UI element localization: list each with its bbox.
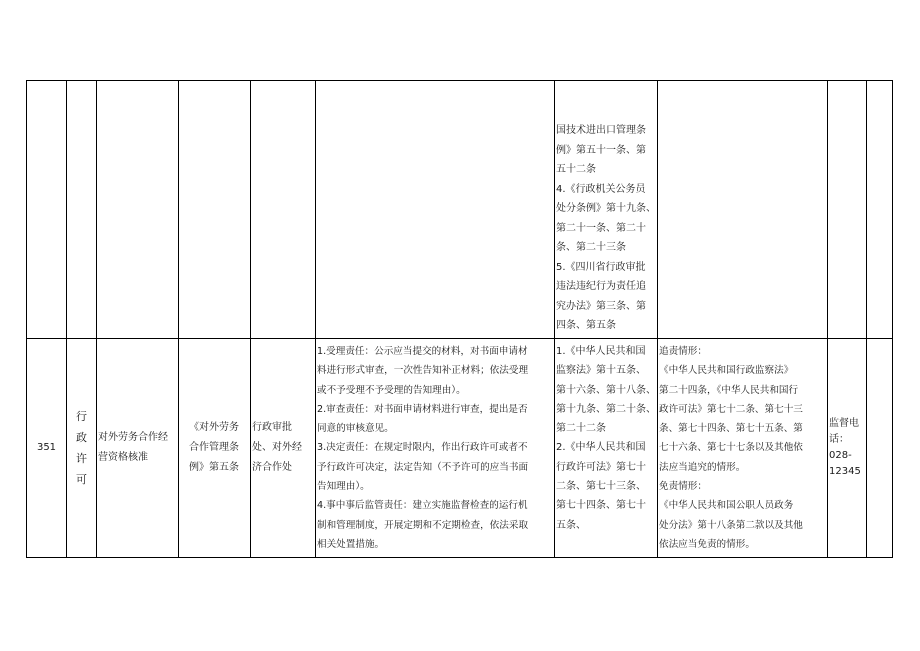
- column-divider: [866, 80, 867, 558]
- supervision-cell: [829, 339, 866, 557]
- department-cell: [252, 339, 314, 557]
- category-text: 行 政 许 可: [76, 410, 87, 486]
- column-divider: [96, 80, 97, 558]
- table-border-right: [892, 80, 893, 558]
- column-divider: [250, 80, 251, 558]
- duty-basis: 1.《中华人民共和国 监察法》第十五条、 第十六条、第十八条、 第十九条、第二十条、 第二十二条 2.《中华人民共和国 行政许可法》第七十 二条、第七十三条、 第七十四条、第七十 五条、: [556, 346, 656, 531]
- row-number-cell: [28, 339, 65, 557]
- legal-basis: 《对外劳务 合作管理条 例》第五条: [189, 422, 239, 473]
- item-name: 对外劳务合作经 营资格核准: [98, 432, 168, 463]
- prev-row-duty-basis: 国技术进出口管理条 例》第五十一条、第 五十二条 4.《行政机关公务员 处分条例》第十九条、 第二十一条、第二十 条、第二十三条 5.《四川省行政审批 违法违纪行为责任追 究办法》第三条、第 四条、第五条: [556, 125, 656, 331]
- table-border-bottom: [26, 557, 893, 558]
- supervision-phone: 监督电 话： 028- 12345: [829, 418, 861, 477]
- accountability: 追责情形： 《中华人民共和国行政监察法》 第二十四条，《中华人民共和国行 政许可法》第七十二条、第七十三 条、第七十四条、第七十五条、第 七十六条、第七十七条以及其他依 法应当追究的情形。 免责情形： 《中华人民共和国公职人员政务 处分法》第十八条第二款以及其他 依法应当免责的情形。: [659, 346, 803, 550]
- category-cell: [67, 339, 96, 557]
- table-border-left: [26, 80, 27, 558]
- table-border-top: [26, 80, 893, 81]
- legal-basis-cell: [179, 339, 249, 557]
- responsibilities: 1.受理责任：公示应当提交的材料，对书面申请材 料进行形式审查，一次性告知补正材料；依法受理 或不予受理不予受理的告知理由）。 2.审查责任：对书面申请材料进行审查，提出是否 同意的审核意见。 3.决定责任：在规定时限内，作出行政许可或者不 予行政许可决定，法定告知（不予许可的应当书面 告知理由）。 4.事中事后监管责任：建立实施监督检查的运行机 制和管理制度，开展定期和不定期检查，依法采取 相关处置措施。: [317, 346, 529, 550]
- column-divider: [315, 80, 316, 558]
- row-number: 351: [36, 442, 57, 453]
- column-divider: [657, 80, 658, 558]
- department: 行政审批 处、对外经 济合作处: [252, 422, 302, 473]
- column-divider: [554, 80, 555, 558]
- item-name-cell: [98, 339, 178, 557]
- remarks: [868, 339, 892, 557]
- column-divider: [827, 80, 828, 558]
